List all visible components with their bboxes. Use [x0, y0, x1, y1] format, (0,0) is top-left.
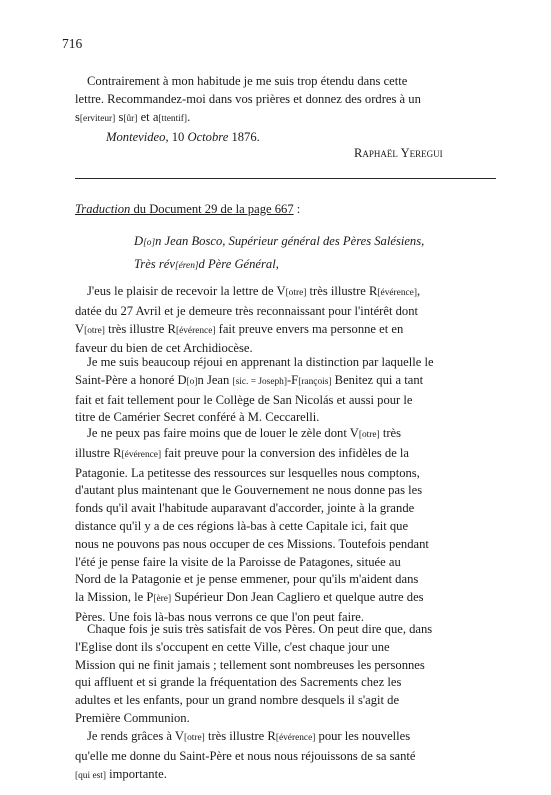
- text-line: [75, 283, 496, 303]
- editorial-insertion: [rançois]: [298, 376, 332, 387]
- text-fragment: très: [379, 426, 402, 440]
- text-line: Chaque fois je suis très satisfait de vos Pères. On peut dire que, dans: [87, 622, 433, 636]
- editorial-insertion: [ûr]: [123, 113, 138, 124]
- body-paragraph-5: [75, 728, 496, 785]
- text-fragment: .: [187, 109, 191, 124]
- text-fragment: Je rends grâces à V: [87, 729, 184, 743]
- text-line: [75, 589, 496, 609]
- editorial-insertion: [otre]: [285, 288, 307, 298]
- text-line: qu'elle me donne du Saint-Père et nous nous réjouissons de sa santé: [75, 748, 416, 763]
- text-line: [75, 372, 496, 392]
- editorial-insertion: [o]: [143, 238, 156, 248]
- text-line: Première Communion.: [75, 710, 190, 725]
- editorial-insertion: [évérence]: [377, 288, 417, 298]
- editorial-insertion: [otre]: [358, 430, 380, 440]
- editorial-insertion: [o]: [186, 376, 198, 387]
- editorial-insertion: [sic. = Joseph]: [232, 376, 287, 387]
- text-line: [75, 321, 496, 341]
- text-fragment: n Jean Bosco, Supérieur général des Pères Salésiens,: [155, 234, 425, 248]
- text-line: faveur du bien de cet Archidiocèse.: [75, 341, 253, 356]
- text-line: Patagonie. La petitesse des ressources sur lesquelles nous comptons,: [75, 465, 420, 480]
- text-line: Mission qui ne finit jamais ; tellement sont nombreuses les personnes: [75, 657, 425, 672]
- text-line: [75, 109, 496, 129]
- body-paragraph-4: [75, 621, 496, 728]
- text-fragment: très illustre R: [306, 284, 378, 298]
- editorial-insertion: [évérence]: [175, 325, 216, 336]
- text-line: [75, 445, 496, 465]
- text-line: Je me suis beaucoup réjoui en apprenant la distinction par laquelle le: [87, 355, 434, 369]
- salutation-line-2: [134, 257, 279, 272]
- text-line: adultes et les enfants, pour un grand nombre desquels il s'agit de: [75, 693, 400, 708]
- text-fragment: ,: [416, 284, 421, 298]
- text-fragment: et a: [137, 109, 159, 124]
- heading-label: Traduction: [75, 202, 131, 216]
- text-fragment: illustre R: [75, 445, 122, 460]
- text-line: l'Eglise dont ils s'occupent en cette Ville, c'est chaque jour une: [75, 639, 390, 654]
- text-line: distance qu'il y a de ces régions là-bas à cette Capitale ici, fait que: [75, 518, 409, 533]
- editorial-insertion: [évérence]: [275, 733, 316, 743]
- editorial-insertion: [otre]: [183, 733, 205, 743]
- text-line: lettre. Recommandez-moi dans vos prières et donnez des ordres à un: [75, 91, 421, 106]
- editorial-insertion: [ttentif]: [158, 113, 188, 124]
- text-fragment: Benitez qui a tant: [331, 372, 424, 387]
- body-paragraph-2: [75, 354, 496, 427]
- signature-place: Montevideo,: [106, 130, 169, 144]
- text-fragment: Je ne peux pas faire moins que de louer le zèle dont V: [87, 426, 359, 440]
- text-fragment: n Jean: [197, 372, 233, 387]
- text-fragment: d Père Général,: [198, 257, 279, 271]
- text-fragment: pour les nouvelles: [315, 729, 411, 743]
- text-line: fonds qu'il avait l'habitude auparavant d'accorder, jointe à la grande: [75, 501, 415, 516]
- text-fragment: J'eus le plaisir de recevoir la lettre de V: [87, 284, 286, 298]
- translation-heading: [75, 202, 300, 217]
- text-line: titre de Camérier Secret conféré à M. Ceccarelli.: [75, 410, 320, 425]
- text-fragment: très illustre R: [104, 321, 176, 336]
- text-fragment: fait preuve envers ma personne et en: [215, 321, 404, 336]
- text-line: fait et fait tellement pour le Collège de San Nicolás et aussi pour le: [75, 392, 413, 407]
- heading-colon: :: [293, 202, 301, 216]
- closing-paragraph: [75, 73, 496, 128]
- page-number: 716: [62, 36, 83, 51]
- text-fragment: fait preuve pour la conversion des infidèles de la: [161, 445, 410, 460]
- text-fragment: s: [115, 109, 124, 124]
- signature-day: 10: [168, 130, 188, 144]
- heading-reference: du Document 29 de la page 667: [130, 202, 294, 216]
- text-line: [75, 728, 496, 748]
- signature-name: Raphaël Yeregui: [354, 146, 443, 160]
- editorial-insertion: [qui est]: [75, 770, 106, 781]
- body-paragraph-1: [75, 283, 496, 358]
- signature-month: Octobre: [187, 130, 229, 144]
- text-fragment: -F: [286, 372, 299, 387]
- signature-year: 1876.: [228, 130, 260, 144]
- text-line: d'autant plus maintenant que le Gouvernement ne nous donne pas les: [75, 483, 423, 498]
- text-fragment: la Mission, le P: [75, 590, 154, 605]
- text-line: qui affluent et si grande la fréquentation des Sacrements chez les: [75, 675, 402, 690]
- text-line: nous ne pouvons pas nous occuper de ces Missions. Toutefois pendant: [75, 536, 429, 551]
- salutation-line-1: [134, 234, 424, 249]
- body-paragraph-3: [75, 425, 496, 627]
- text-line: l'été je pense faire la visite de la Paroisse de Patagones, située au: [75, 554, 401, 569]
- editorial-insertion: [ère]: [153, 594, 172, 605]
- editorial-insertion: [évérence]: [121, 449, 162, 460]
- text-fragment: Très rév: [134, 257, 175, 271]
- editorial-insertion: [erviteur]: [79, 113, 116, 124]
- text-line: [75, 766, 496, 786]
- text-line: [75, 425, 496, 445]
- editorial-insertion: [éren]: [174, 261, 199, 271]
- text-fragment: importante.: [105, 766, 167, 781]
- text-fragment: s: [75, 109, 80, 124]
- text-line: Pères. Une fois là-bas nous verrons ce que l'on peut faire.: [75, 609, 365, 624]
- text-fragment: Saint-Père a honoré D: [75, 372, 187, 387]
- text-fragment: V: [75, 321, 85, 336]
- text-line: datée du 27 Avril et je demeure très reconnaissant pour l'intérêt dont: [75, 303, 419, 318]
- text-line: Contrairement à mon habitude je me suis trop étendu dans cette: [87, 74, 408, 88]
- section-divider: [75, 178, 496, 179]
- text-fragment: D: [134, 234, 144, 248]
- text-fragment: Supérieur Don Jean Cagliero et quelque autre des: [171, 590, 424, 605]
- signature-place-date: [106, 130, 260, 145]
- text-line: Nord de la Patagonie et je pense emmener, pour qu'ils m'aident dans: [75, 572, 419, 587]
- editorial-insertion: [otre]: [84, 325, 105, 336]
- text-fragment: très illustre R: [204, 729, 276, 743]
